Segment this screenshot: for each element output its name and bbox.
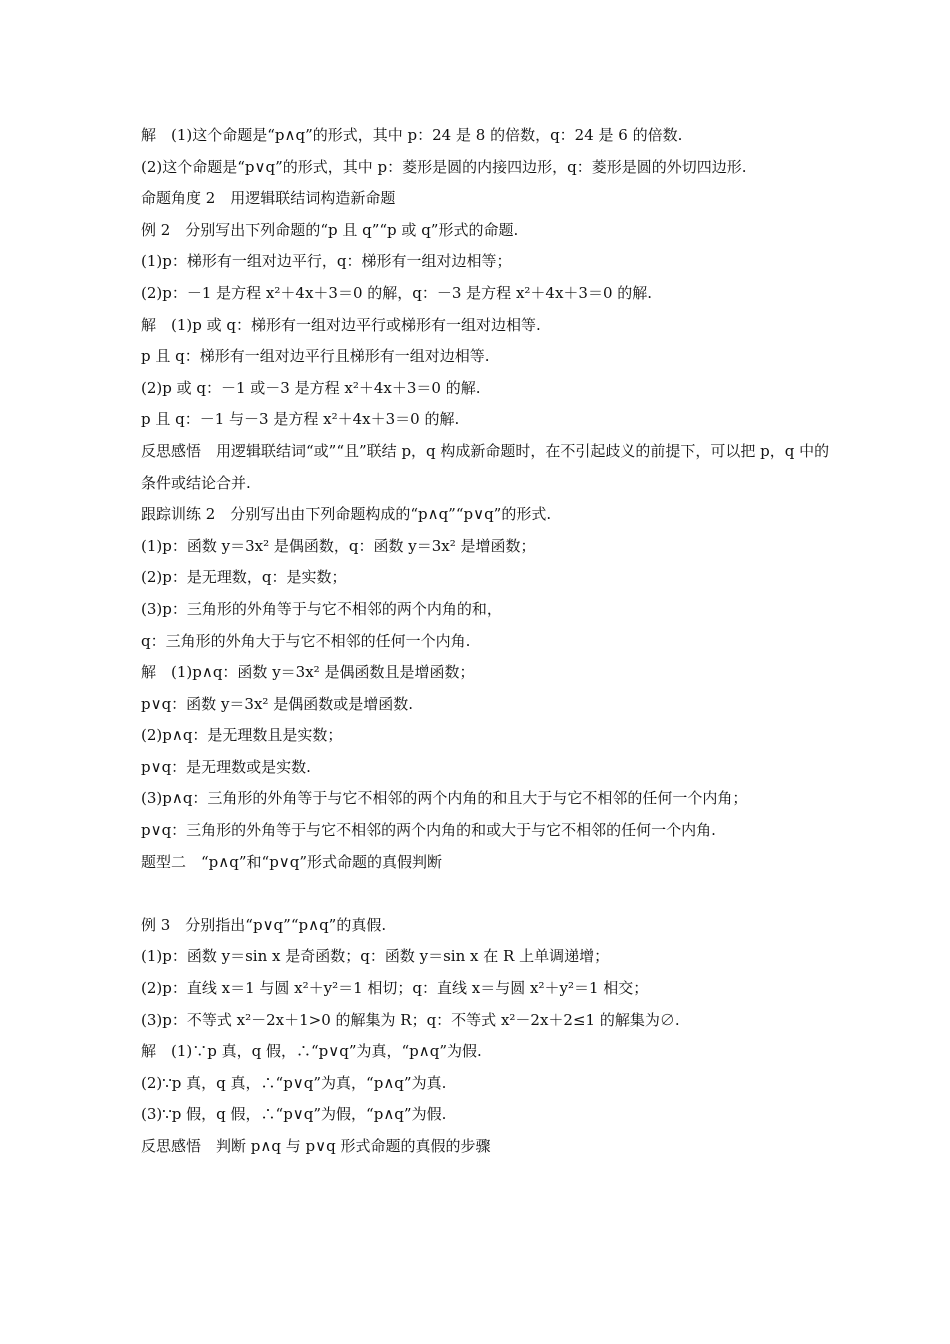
section-heading-type-2: 题型二 “p∧q”和“p∨q”形式命题的真假判断 (141, 852, 443, 871)
example-3-solution-3: (3)∵p 假，q 假，∴“p∨q”为假，“p∧q”为假. (141, 1105, 447, 1124)
practice-2-solution-2-or: p∨q：是无理数或是实数. (141, 757, 311, 776)
practice-2-title: 跟踪训练 2 分别写出由下列命题构成的“p∧q”“p∨q”的形式. (141, 505, 552, 524)
practice-2-item-3-q: q：三角形的外角大于与它不相邻的任何一个内角. (141, 631, 471, 650)
section-heading-angle-2: 命题角度 2 用逻辑联结词构造新命题 (141, 189, 396, 208)
reflection-2: 反思感悟 判断 p∧q 与 p∨q 形式命题的真假的步骤 (141, 1137, 491, 1155)
practice-2-solution-2-and: (2)p∧q：是无理数且是实数； (141, 726, 343, 745)
reflection-1: 反思感悟 用逻辑联结词“或”“且”联结 p，q 构成新命题时，在不引起歧义的前提下，可以把 p，q 中的条件或结论合并. (141, 441, 830, 492)
practice-2-item-1: (1)p：函数 y＝3x² 是偶函数，q：函数 y＝3x² 是增函数； (141, 536, 536, 555)
example-3-solution-1: 解 (1)∵p 真，q 假，∴“p∨q”为真，“p∧q”为假. (141, 1042, 482, 1061)
practice-2-solution-1-or: p∨q：函数 y＝3x² 是偶函数或是增函数. (141, 694, 413, 713)
solution-1-line-2: (2)这个命题是“p∨q”的形式，其中 p：菱形是圆的内接四边形，q：菱形是圆的外切四边形. (141, 157, 747, 176)
example-2-solution-2-or: (2)p 或 q：－1 或－3 是方程 x²＋4x＋3＝0 的解. (141, 378, 481, 397)
example-2-item-2: (2)p：－1 是方程 x²＋4x＋3＝0 的解，q：－3 是方程 x²＋4x＋3＝0 的解. (141, 283, 653, 302)
example-2-solution-2-and: p 且 q：－1 与－3 是方程 x²＋4x＋3＝0 的解. (141, 410, 460, 429)
example-2-solution-1-and: p 且 q：梯形有一组对边平行且梯形有一组对边相等. (141, 347, 490, 366)
practice-2-solution-3-or: p∨q：三角形的外角等于与它不相邻的两个内角的和或大于与它不相邻的任何一个内角. (141, 821, 716, 840)
practice-2-item-2: (2)p：是无理数，q：是实数； (141, 568, 347, 587)
example-2-solution-1-or: 解 (1)p 或 q：梯形有一组对边平行或梯形有一组对边相等. (141, 315, 541, 334)
example-3-item-3: (3)p：不等式 x²－2x＋1>0 的解集为 R；q：不等式 x²－2x＋2≤1 的解集为∅. (141, 1010, 680, 1029)
example-3-item-2: (2)p：直线 x＝1 与圆 x²＋y²＝1 相切；q：直线 x＝与圆 x²＋y²＝1 相交； (141, 979, 649, 998)
practice-2-solution-1-and: 解 (1)p∧q：函数 y＝3x² 是偶函数且是增函数； (141, 663, 475, 682)
example-3-solution-2: (2)∵p 真，q 真，∴“p∨q”为真，“p∧q”为真. (141, 1073, 447, 1092)
example-3-title: 例 3 分别指出“p∨q”“p∧q”的真假. (141, 915, 387, 934)
solution-1-line-1: 解 (1)这个命题是“p∧q”的形式，其中 p：24 是 8 的倍数，q：24 是 6 的倍数. (141, 126, 683, 144)
practice-2-item-3-p: (3)p：三角形的外角等于与它不相邻的两个内角的和， (141, 599, 502, 618)
page-content (141, 120, 831, 1163)
practice-2-solution-3-and: (3)p∧q：三角形的外角等于与它不相邻的两个内角的和且大于与它不相邻的任何一个内角； (141, 789, 748, 808)
example-2-item-1: (1)p：梯形有一组对边平行，q：梯形有一组对边相等； (141, 252, 512, 271)
example-2-title: 例 2 分别写出下列命题的“p 且 q”“p 或 q”形式的命题. (141, 220, 519, 239)
blank-spacer (141, 878, 831, 910)
example-3-item-1: (1)p：函数 y＝sin x 是奇函数；q：函数 y＝sin x 在 R 上单调递增； (141, 947, 610, 966)
